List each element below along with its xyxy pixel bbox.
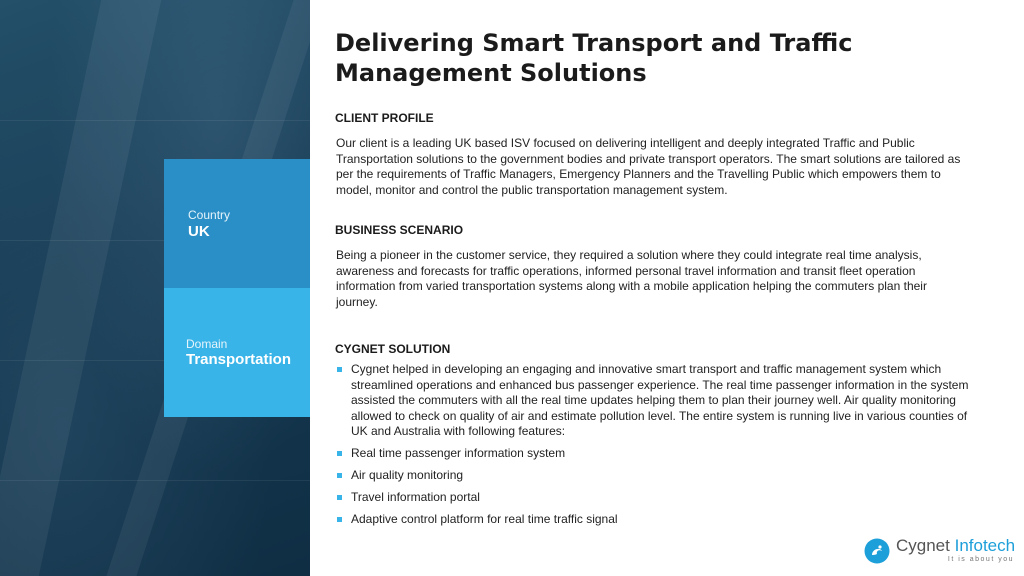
domain-box bbox=[164, 288, 310, 417]
list-item-text: Travel information portal bbox=[351, 490, 480, 504]
decor-line bbox=[0, 480, 310, 481]
bullet-square-icon bbox=[337, 517, 342, 522]
solution-list bbox=[336, 362, 970, 534]
domain-label: Domain bbox=[186, 337, 228, 351]
logo-tagline: It is about you bbox=[947, 556, 1014, 563]
client-profile-heading: CLIENT PROFILE bbox=[335, 111, 434, 125]
solution-heading: CYGNET SOLUTION bbox=[335, 342, 451, 356]
bullet-square-icon bbox=[337, 473, 342, 478]
business-scenario-text: Being a pioneer in the customer service, they required a solution where they could integrate real time analysis, awareness and forecasts for traffic operations, informed personal travel information and transit fleet operation information from varied transportation systems along with a mobile application helping the commuters plan their journey. bbox=[336, 248, 927, 309]
logo-wordmark bbox=[896, 536, 1015, 556]
company-logo bbox=[864, 536, 1014, 568]
list-item-text: Adaptive control platform for real time traffic signal bbox=[351, 512, 618, 526]
page-title: Delivering Smart Transport and Traffic Management Solutions bbox=[335, 29, 853, 87]
country-label: Country bbox=[188, 208, 231, 222]
list-item bbox=[336, 446, 970, 462]
list-item bbox=[336, 362, 970, 440]
logo-name-part1: Cygnet bbox=[896, 536, 955, 555]
cygnet-swan-icon bbox=[864, 538, 890, 564]
list-item bbox=[336, 468, 970, 484]
client-profile-text: Our client is a leading UK based ISV focused on delivering intelligent and deeply integrated Traffic and Public Transportation solutions to the government bodies and private transport operators. The smart solutions are tailored as per the requirements of Traffic Managers, Emergency Planners and the Travelling Public which empowers them to model, monitor and control the public transportation management system. bbox=[336, 136, 961, 197]
country-value: UK bbox=[188, 223, 210, 240]
decor-line bbox=[0, 120, 310, 121]
logo-name-part2: Infotech bbox=[954, 536, 1016, 555]
list-item-text: Air quality monitoring bbox=[351, 468, 464, 482]
list-item bbox=[336, 490, 970, 506]
left-photo-panel bbox=[0, 0, 310, 576]
country-box bbox=[164, 159, 310, 288]
list-item-text: Cygnet helped in developing an engaging and innovative smart transport and traffic management system which streamlined operations and enhanced bus passenger experience. The real time passenger information in the system assisted the commuters with all the real time updates helping them to plan their journey well. Air quality monitoring allowed to check on quality of air and estimate pollution level. The entire system is running live in various counties of UK and Australia with following features: bbox=[351, 362, 969, 438]
bullet-square-icon bbox=[337, 451, 342, 456]
domain-value: Transportation bbox=[186, 351, 292, 368]
list-item-text: Real time passenger information system bbox=[351, 446, 566, 460]
bullet-square-icon bbox=[337, 495, 342, 500]
bullet-square-icon bbox=[337, 367, 342, 372]
list-item bbox=[336, 512, 970, 528]
business-scenario-heading: BUSINESS SCENARIO bbox=[335, 223, 464, 237]
